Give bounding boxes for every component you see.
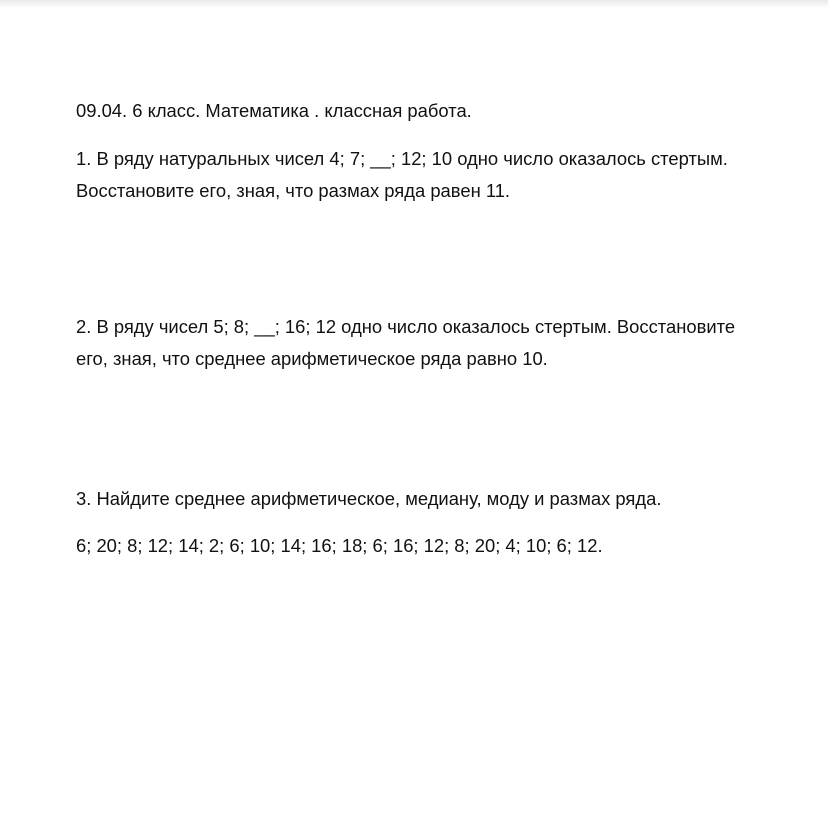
task-3-question: 3. Найдите среднее арифметическое, медиану, моду и размах ряда.	[76, 488, 662, 509]
task-1-line-1: 1. В ряду натуральных чисел 4; 7; __; 12; 10 одно число оказалось стертым.	[76, 148, 728, 169]
task-2-line-1: 2. В ряду чисел 5; 8; __; 16; 12 одно число оказалось стертым. Восстановите	[76, 316, 736, 337]
task-2-line-2: его, зная, что среднее арифметическое ряда равно 10.	[76, 348, 548, 369]
task-1-line-2: Восстановите его, зная, что размах ряда равен 11.	[76, 180, 511, 201]
document-header: 09.04. 6 класс. Математика . классная работа.	[76, 100, 472, 121]
task-3-number-series: 6; 20; 8; 12; 14; 2; 6; 10; 14; 16; 18; 6; 16; 12; 8; 20; 4; 10; 6; 12.	[76, 535, 603, 556]
